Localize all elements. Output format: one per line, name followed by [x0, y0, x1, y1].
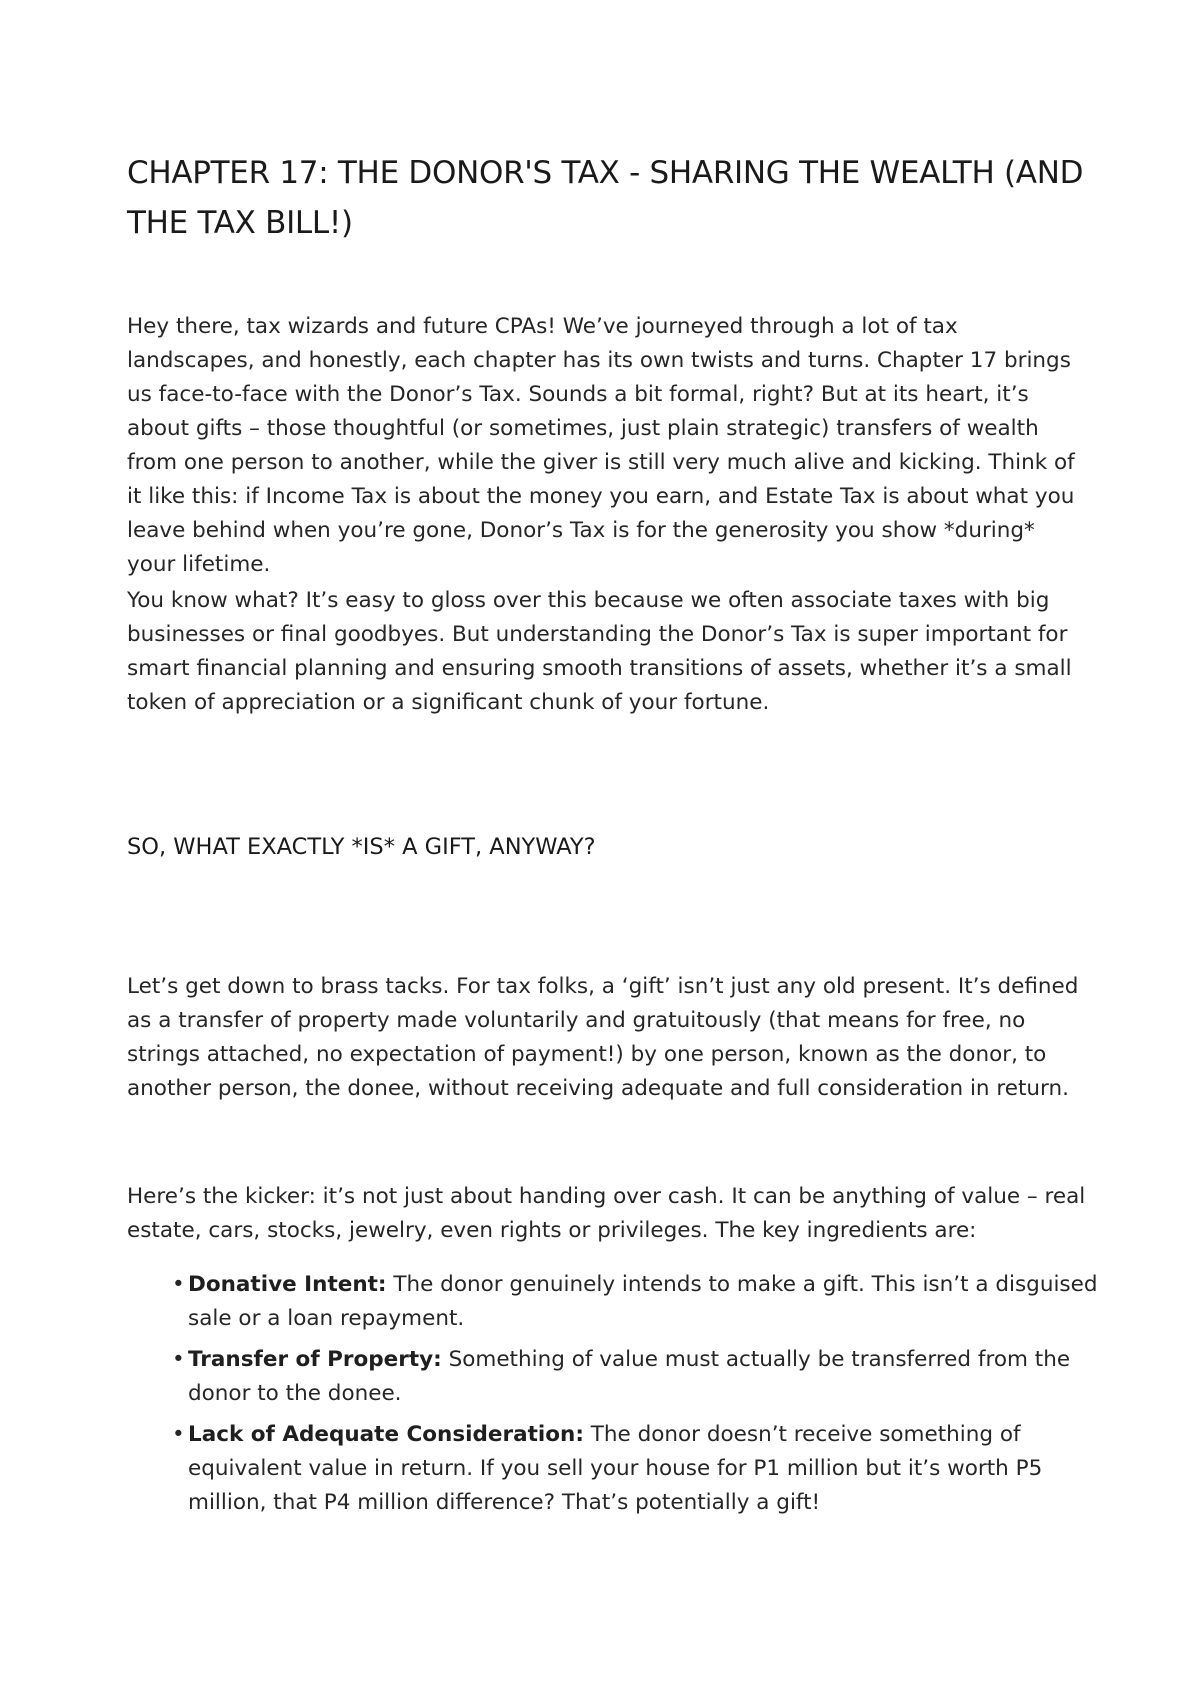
section-heading: SO, WHAT EXACTLY *IS* A GIFT, ANYWAY?: [127, 834, 596, 860]
bullet-icon: •: [172, 1272, 185, 1297]
intro-paragraph-2: You know what? It’s easy to gloss over this because we often associate taxes with big businesses or final goodbyes. But understanding the Donor’s Tax is super important for smart financial planning and ensuring smooth transitions of assets, whether it’s a small token of appreciation or a significant chunk of your fortune.: [127, 588, 1072, 715]
section-paragraph-2: Here’s the kicker: it’s not just about handing over cash. It can be anything of value – real estate, cars, stocks, jewelry, even rights or privileges. The key ingredients are:: [127, 1184, 1086, 1243]
key-ingredients-list: [172, 1268, 1102, 1527]
list-item: [172, 1268, 1102, 1336]
section-paragraph-1: Let’s get down to brass tacks. For tax folks, a ‘gift’ isn’t just any old present. It’s defined as a transfer of property made voluntarily and gratuitously (that means for free, no strings attached, no expectation of payment!) by one person, known as the donor, to another person, the donee, without receiving adequate and full consideration in return.: [127, 974, 1079, 1101]
bullet-text: Something of value must actually be transferred from the donor to the donee.: [188, 1347, 1071, 1406]
list-item: [172, 1343, 1102, 1411]
bullet-text: The donor doesn’t receive something of equivalent value in return. If you sell your house for P1 million but it’s worth P5 million, that P4 million difference? That’s potentially a gift!: [188, 1422, 1043, 1515]
bullet-text: The donor genuinely intends to make a gift. This isn’t a disguised sale or a loan repayment.: [188, 1272, 1098, 1331]
bullet-icon: •: [172, 1422, 185, 1447]
bullet-icon: •: [172, 1347, 185, 1372]
bullet-term: Transfer of Property:: [188, 1347, 442, 1372]
list-item: [172, 1418, 1102, 1520]
bullet-term: Donative Intent:: [188, 1272, 387, 1297]
intro-paragraph-1: Hey there, tax wizards and future CPAs! We’ve journeyed through a lot of tax landscapes, and honestly, each chapter has its own twists and turns. Chapter 17 brings us face-to-face with the Donor’s Tax. Sounds a bit formal, right? But at its heart, it’s about gifts – those thoughtful (or sometimes, just plain strategic) transfers of wealth from one person to another, while the giver is still very much alive and kicking. Think of it like this: if Income Tax is about the money you earn, and Estate Tax is about what you leave behind when you’re gone, Donor’s Tax is for the generosity you show *during* your lifetime.: [127, 314, 1075, 577]
chapter-title: CHAPTER 17: THE DONOR'S TAX - SHARING THE WEALTH (AND THE TAX BILL!): [127, 155, 1084, 241]
bullet-term: Lack of Adequate Consideration:: [188, 1422, 584, 1447]
